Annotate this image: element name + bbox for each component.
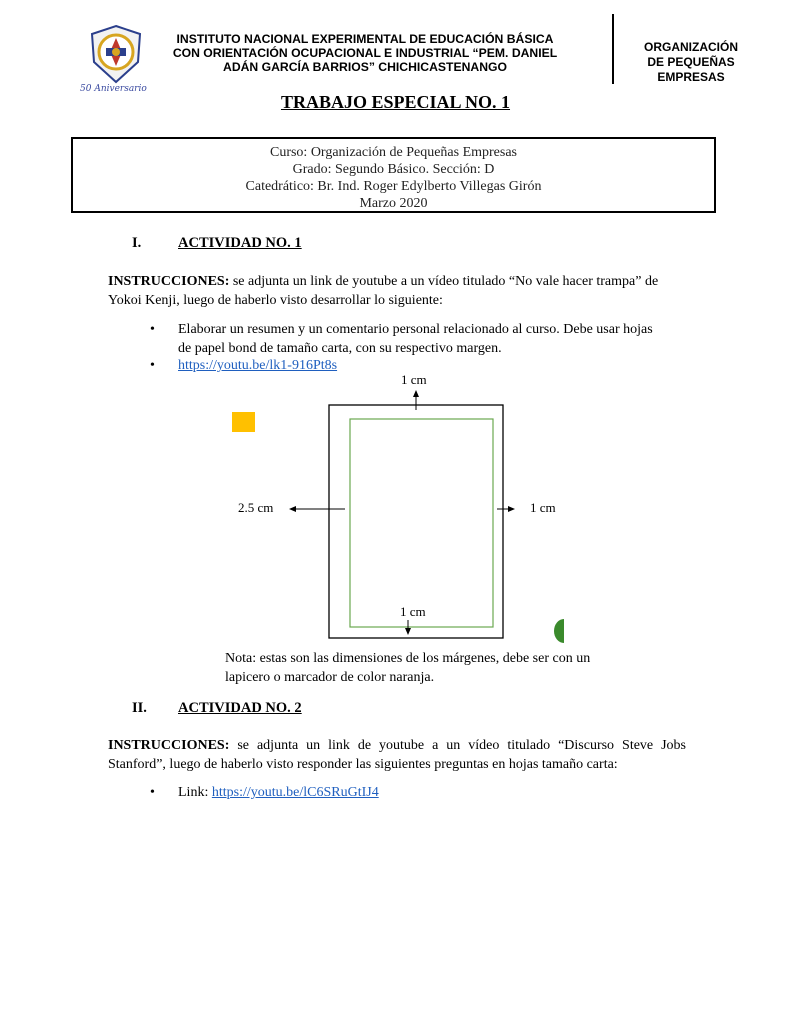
bullet-text-line-1: Elaborar un resumen y un comentario personal relacionado al curso. Debe usar hojas [178, 322, 653, 337]
grade-line: Grado: Segundo Básico. Sección: D [292, 162, 495, 177]
institution-line-3: ADÁN GARCÍA BARRIOS” CHICHICASTENANGO [223, 60, 507, 74]
subject-line-2: DE PEQUEÑAS [647, 55, 735, 69]
dim-top-label: 1 cm [401, 372, 427, 387]
subject-line-1: ORGANIZACIÓN [644, 40, 738, 54]
bullet-icon: • [150, 322, 155, 337]
activity-1-number: I. [132, 235, 142, 251]
activity-1-label: ACTIVIDAD NO. 1 [178, 235, 302, 251]
instructions-text: se adjunta un link de youtube a un vídeo titulado “No vale hacer trampa” de Yokoi Kenji, luego de haberlo visto desarrollar lo siguiente: [108, 274, 659, 308]
bullet-icon: • [150, 358, 155, 373]
anniversary-text: 50 Aniversario [80, 84, 147, 94]
bullet-text-line-2: de papel bond de tamaño carta, con su respectivo margen. [178, 341, 502, 356]
institution-line-1: INSTITUTO NACIONAL EXPERIMENTAL DE EDUCACIÓN BÁSICA [176, 32, 554, 46]
course-line: Curso: Organización de Pequeñas Empresas [269, 145, 517, 160]
margin-note [225, 649, 625, 687]
institution-line-2: CON ORIENTACIÓN OCUPACIONAL E INDUSTRIAL “PEM. DANIEL [172, 46, 558, 60]
instructions-text: se adjunta un link de youtube a un vídeo titulado “Discurso Steve Jobs Stanford”, luego de haberlo visto responder las siguientes preguntas en hojas tamaño carta: [108, 738, 686, 772]
course-info-box [71, 137, 716, 213]
institution-name [150, 32, 580, 74]
activity-1-instructions [108, 272, 686, 310]
note-line-2: lapicero o marcador de color naranja. [225, 670, 435, 685]
teacher-line: Catedrático: Br. Ind. Roger Edylberto Villegas Girón [245, 179, 542, 194]
youtube-link-2[interactable]: https://youtu.be/lC6SRuGtIJ4 [211, 785, 379, 800]
bullet-icon: • [150, 785, 155, 800]
margin-outline [350, 419, 493, 627]
dim-right-label: 1 cm [530, 500, 556, 515]
date-line: Marzo 2020 [359, 196, 428, 211]
activity-2-number: II. [132, 700, 147, 716]
activity-2-label: ACTIVIDAD NO. 2 [178, 700, 302, 716]
link-prefix: Link: [178, 785, 212, 800]
header-divider [612, 14, 614, 84]
instructions-label: INSTRUCCIONES: [108, 274, 230, 289]
note-line-1: Nota: estas son las dimensiones de los márgenes, debe ser con un [225, 651, 591, 666]
school-logo [88, 24, 144, 84]
subject-name [626, 40, 756, 85]
youtube-link-1[interactable]: https://youtu.be/lk1-916Pt8s [178, 358, 338, 373]
instructions-label: INSTRUCCIONES: [108, 738, 230, 753]
dim-bottom-label: 1 cm [400, 604, 426, 619]
green-half-circle [554, 619, 564, 643]
dim-left-label: 2.5 cm [238, 500, 274, 515]
subject-line-3: EMPRESAS [657, 70, 725, 84]
document-title: TRABAJO ESPECIAL NO. 1 [280, 92, 511, 112]
orange-square [232, 412, 255, 432]
activity-2-instructions [108, 736, 686, 774]
